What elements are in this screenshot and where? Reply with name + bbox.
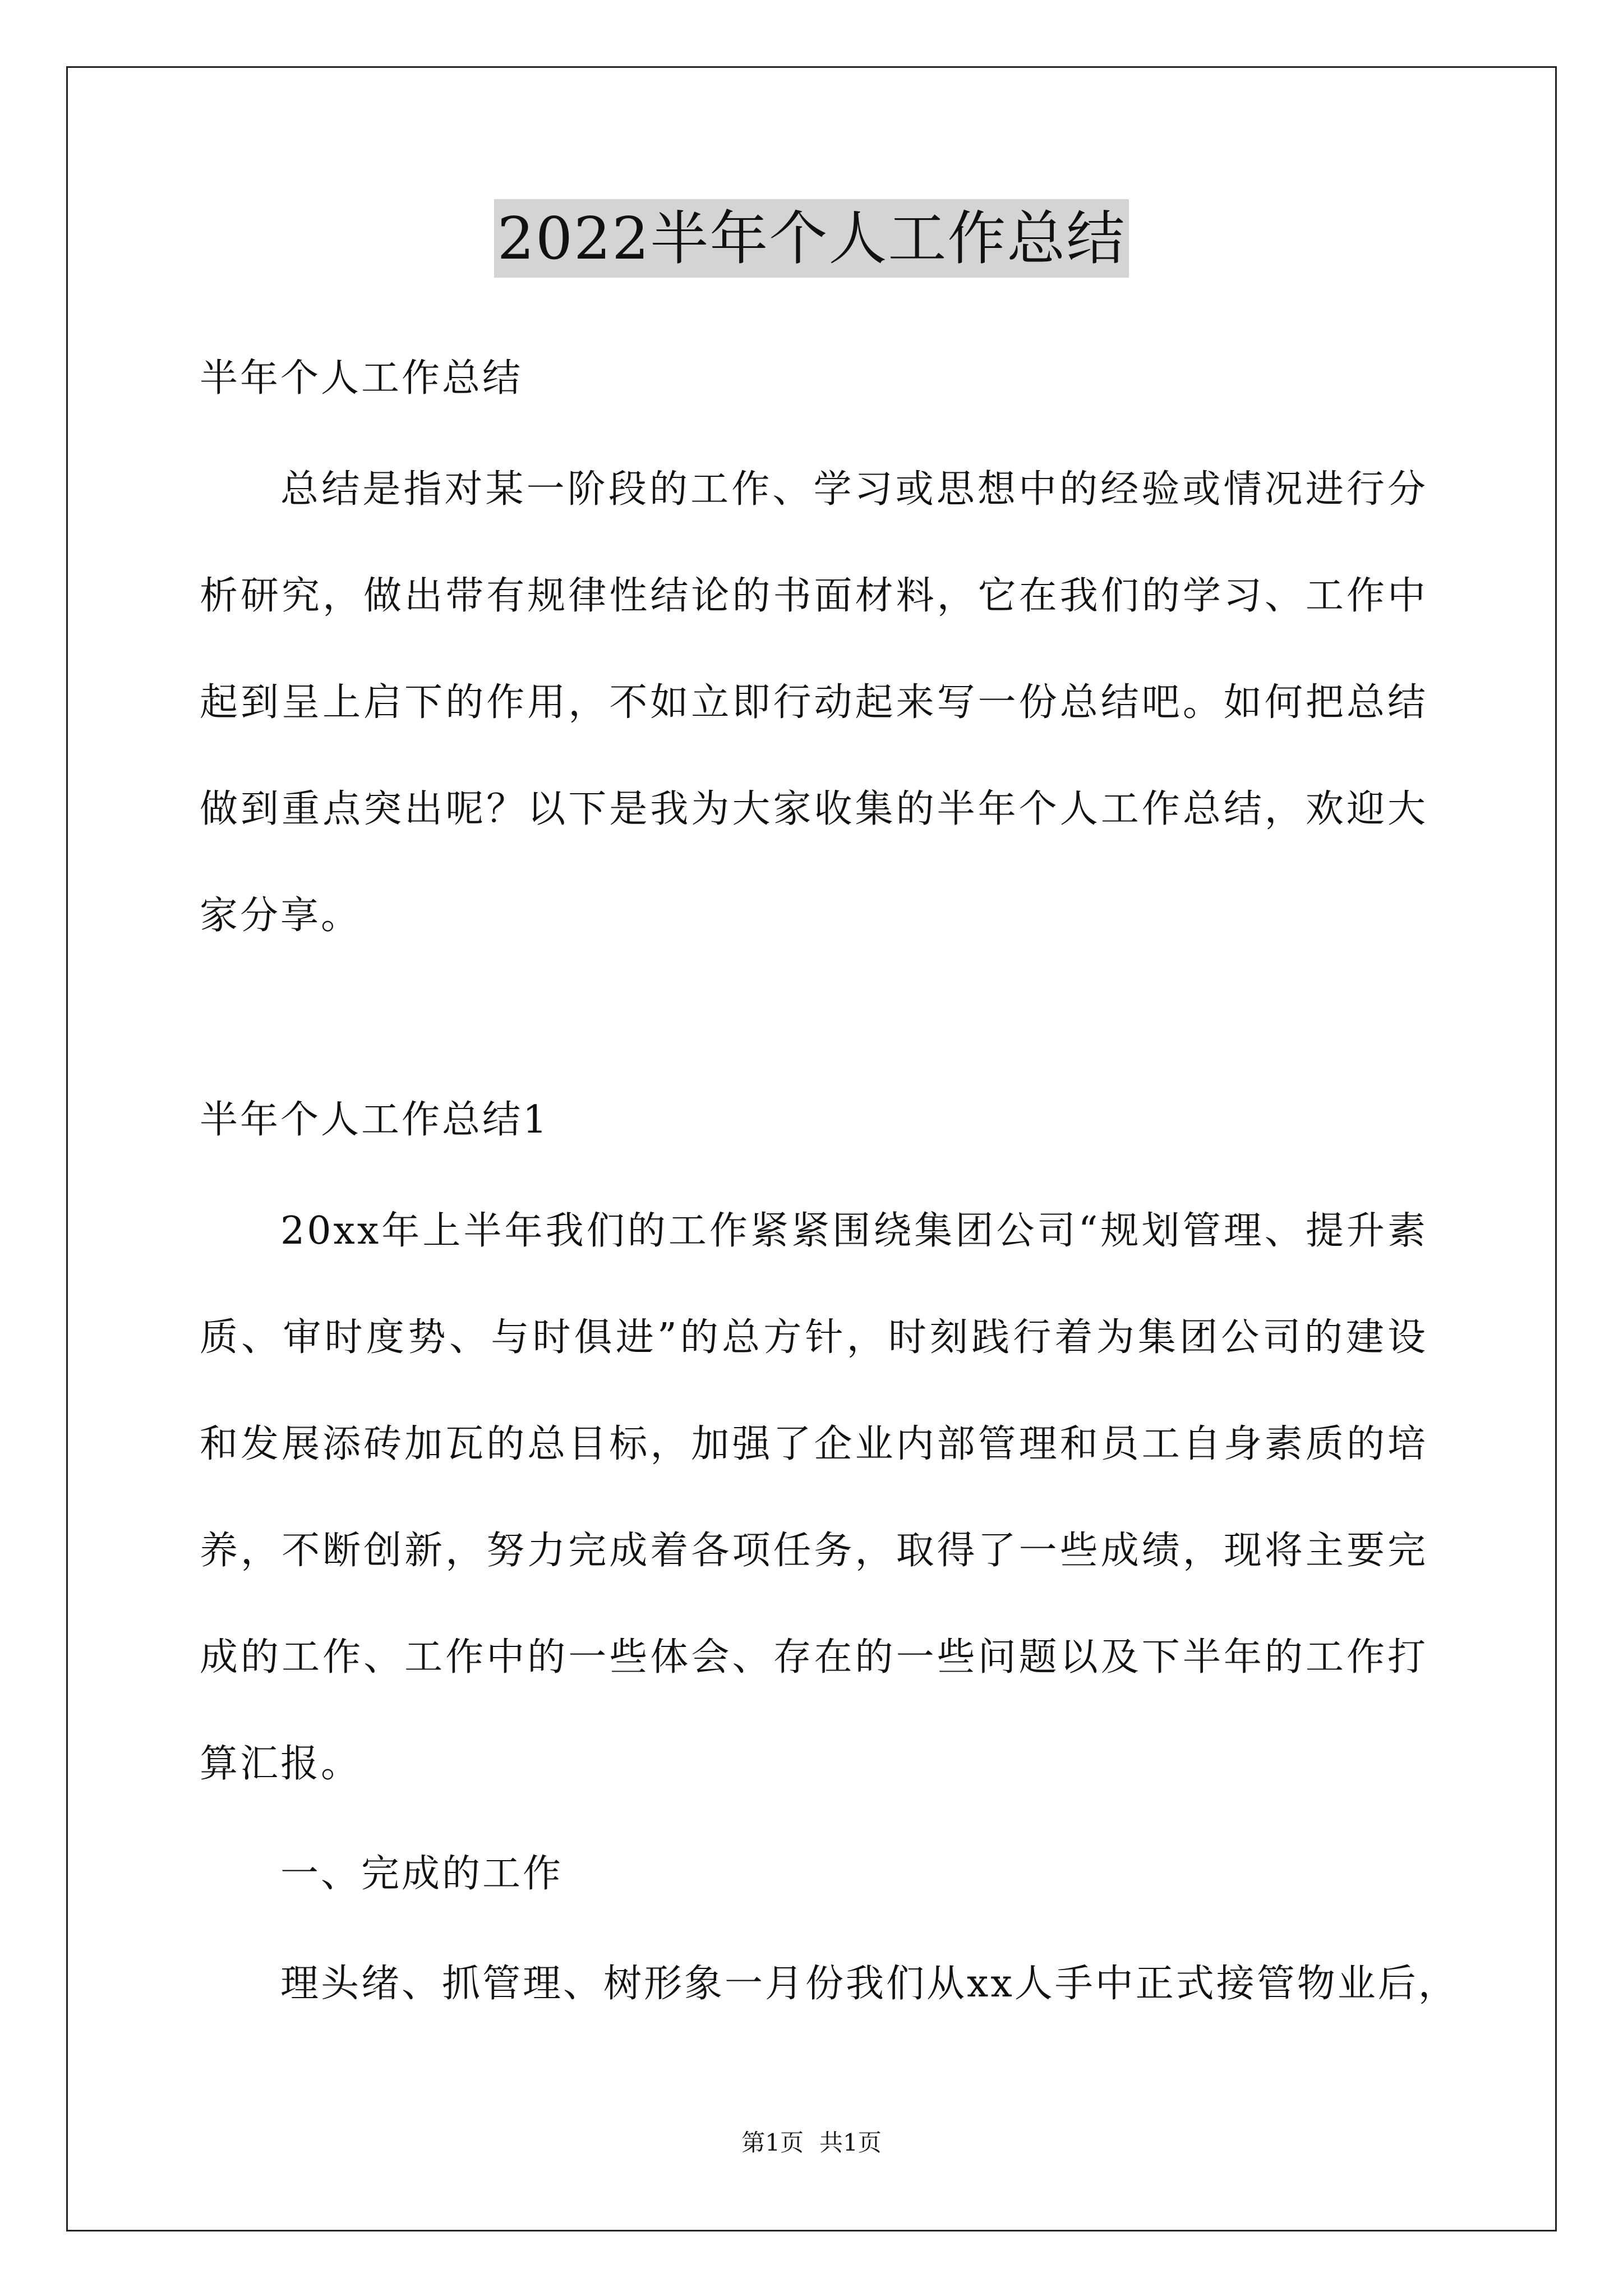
intro-line: 做到重点突出呢？以下是我为大家收集的半年个人工作总结，欢迎大 xyxy=(200,787,1428,831)
section-line: 成的工作、工作中的一些体会、存在的一些问题以及下半年的工作打 xyxy=(200,1635,1428,1680)
section-line: 20xx年上半年我们的工作紧紧围绕集团公司“规划管理、提升素 xyxy=(280,1209,1428,1253)
section-heading: 半年个人工作总结1 xyxy=(200,1098,550,1142)
paragraph-line: 理头绪、抓管理、树形象一月份我们从xx人手中正式接管物业后， xyxy=(280,1962,1459,2006)
intro-line: 总结是指对某一阶段的工作、学习或思想中的经验或情况进行分 xyxy=(280,467,1428,512)
intro-line: 起到呈上启下的作用，不如立即行动起来写一份总结吧。如何把总结 xyxy=(200,680,1428,725)
page-number: 第1页 xyxy=(741,2129,804,2156)
intro-line: 家分享。 xyxy=(200,894,362,938)
title-container xyxy=(0,199,1623,278)
page-footer xyxy=(0,2126,1623,2160)
section-line: 养，不断创新，努力完成着各项任务，取得了一些成绩，现将主要完 xyxy=(200,1529,1428,1573)
section-line: 和发展添砖加瓦的总目标，加强了企业内部管理和员工自身素质的培 xyxy=(200,1422,1428,1466)
document-title: 2022半年个人工作总结 xyxy=(494,199,1129,278)
subtitle: 半年个人工作总结 xyxy=(200,356,523,401)
page-total: 共1页 xyxy=(819,2129,882,2156)
section-line: 质、审时度势、与时俱进”的总方针，时刻践行着为集团公司的建设 xyxy=(200,1315,1428,1360)
subheading: 一、完成的工作 xyxy=(280,1852,564,1896)
section-line: 算汇报。 xyxy=(200,1742,362,1786)
intro-line: 析研究，做出带有规律性结论的书面材料，它在我们的学习、工作中 xyxy=(200,574,1428,618)
